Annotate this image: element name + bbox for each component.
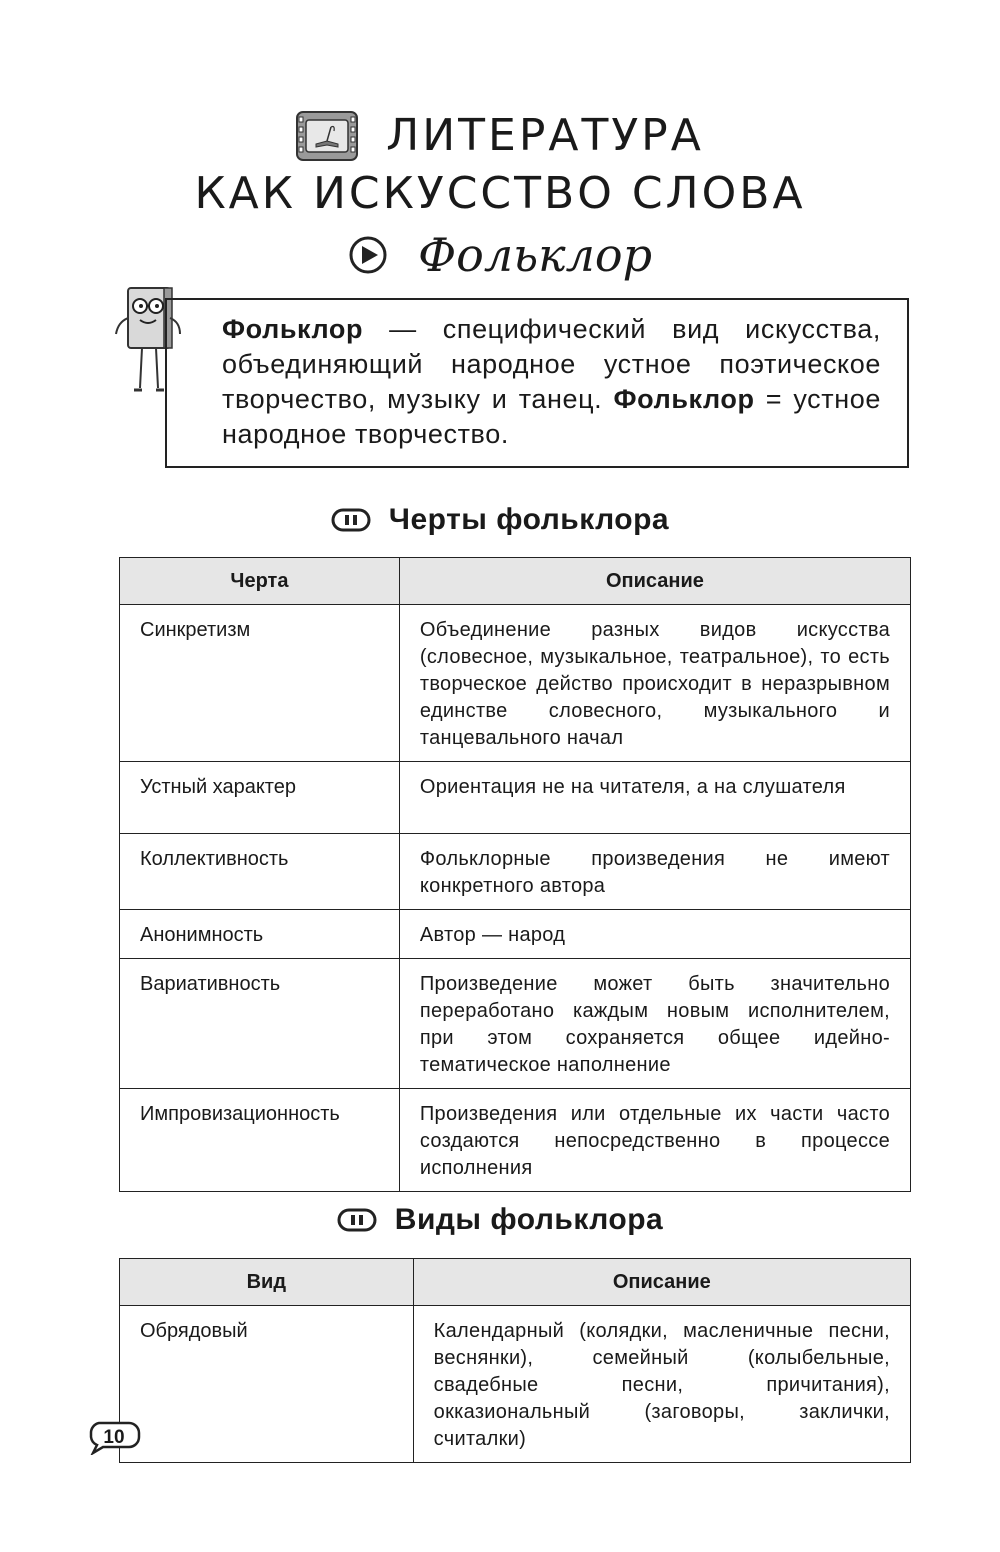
feature-cell: Вариативность [120, 959, 400, 1089]
features-table [119, 557, 911, 1192]
table-row [120, 834, 911, 910]
features-heading-text: Черты фольклора [388, 503, 670, 536]
definition-box [165, 298, 909, 468]
pause-icon [331, 508, 371, 532]
table-header-row [120, 1259, 911, 1306]
feature-cell: Синкретизм [120, 605, 400, 762]
page-number: 10 [103, 1427, 125, 1448]
description-cell: Календарный (колядки, масленичные песни, веснянки), семейный (колыбельные, свадебные песни, причитания), окказиональный (заговоры, заклички, считалки) [413, 1306, 910, 1463]
features-heading [0, 503, 1000, 537]
column-header-description: Описание [413, 1259, 910, 1306]
kinds-heading-text: Виды фольклора [394, 1203, 664, 1236]
section-title-text: Фольклор [417, 228, 653, 282]
description-cell: Произведение может быть значительно переработано каждым новым исполнителем, при этом сохраняется общее идейно-тематическое наполнение [399, 959, 910, 1089]
definition-term-2: Фольклор [613, 384, 755, 414]
table-row [120, 910, 911, 959]
table-row [120, 605, 911, 762]
table-row [120, 959, 911, 1089]
description-cell: Фольклорные произведения не имеют конкретного автора [399, 834, 910, 910]
play-icon [348, 235, 388, 275]
column-header-description: Описание [399, 558, 910, 605]
description-cell: Произведения или отдельные их части часто создаются непосредственно в процессе исполнения [399, 1089, 910, 1192]
feature-cell: Коллективность [120, 834, 400, 910]
definition-term: Фольклор [222, 314, 364, 344]
column-header-kind: Вид [120, 1259, 414, 1306]
chapter-title-line1: ЛИТЕРАТУРА [386, 110, 704, 161]
table-row [120, 762, 911, 834]
definition-equivalent: = устное народное творчество. [222, 384, 881, 449]
description-cell: Автор — народ [399, 910, 910, 959]
film-book-icon [296, 111, 358, 161]
section-title [0, 228, 1000, 282]
description-cell: Объединение разных видов искусства (словесное, музыкальное, театральное), то есть творческое действо происходит в неразрывном единстве словесного, музыкального и танцевального начал [399, 605, 910, 762]
page-number-badge [89, 1421, 141, 1455]
definition-body: — специфический вид искусства, объединяющий народное устное поэтическое творчество, музыку и танец. [222, 314, 881, 414]
description-cell: Ориентация не на читателя, а на слушателя [399, 762, 910, 834]
definition-text [222, 312, 881, 452]
feature-cell: Импровизационность [120, 1089, 400, 1192]
feature-cell: Устный характер [120, 762, 400, 834]
table-row [120, 1306, 911, 1463]
table-header-row [120, 558, 911, 605]
feature-cell: Анонимность [120, 910, 400, 959]
table-row [120, 1089, 911, 1192]
kinds-table [119, 1258, 911, 1463]
kind-cell: Обрядовый [120, 1306, 414, 1463]
chapter-title-line2: КАК ИСКУССТВО СЛОВА [194, 168, 806, 219]
pause-icon [337, 1208, 377, 1232]
kinds-heading [0, 1203, 1000, 1237]
column-header-feature: Черта [120, 558, 400, 605]
chapter-title [0, 108, 1000, 222]
